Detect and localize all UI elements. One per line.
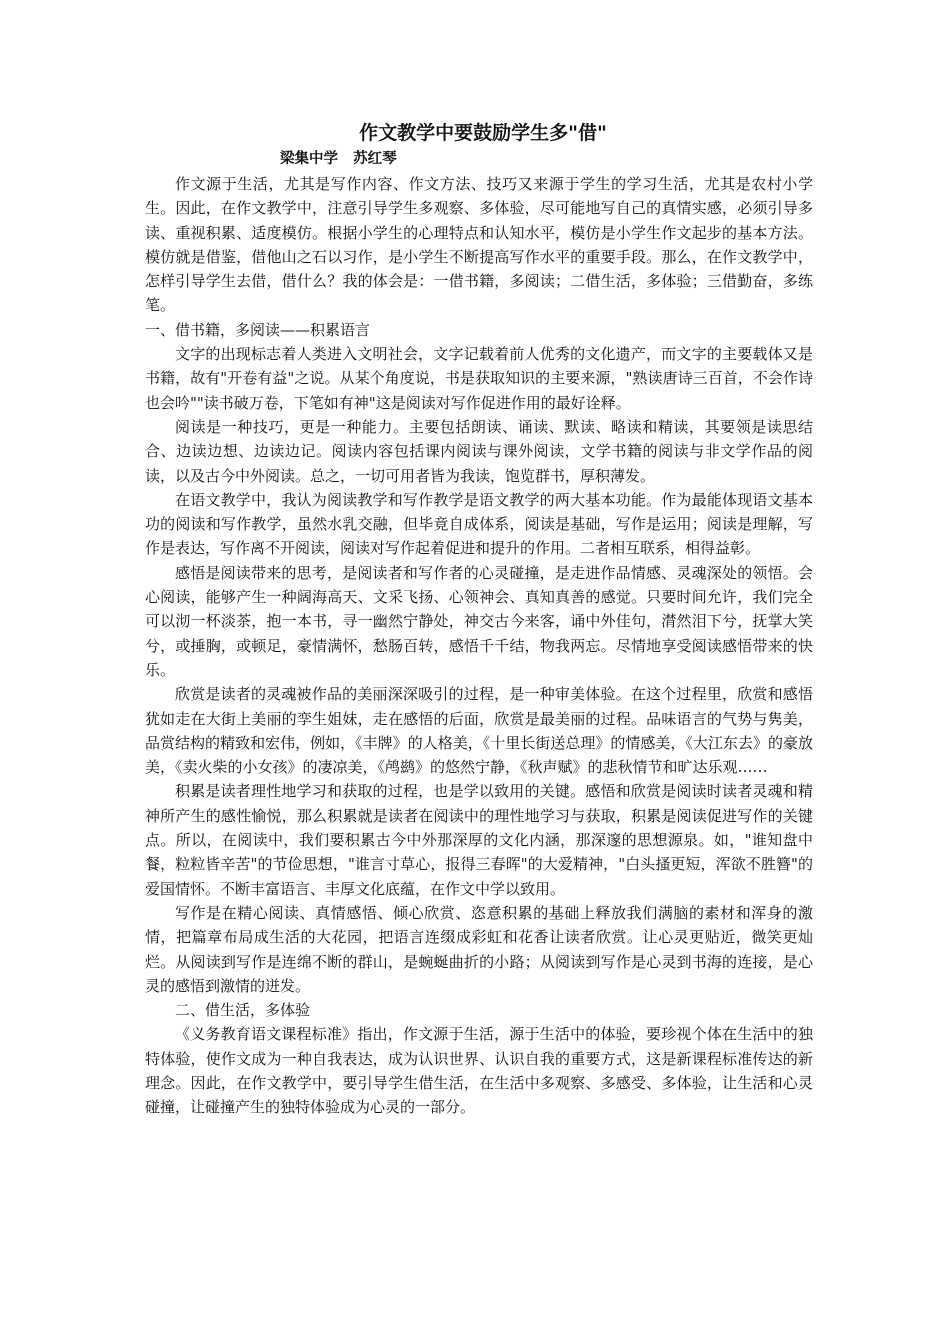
paragraph: 写作是在精心阅读、真情感悟、倾心欣赏、恣意积累的基础上释放我们满脑的素材和浑身的激情，把篇章布局成生活的大花园，把语言连缀成彩虹和花香让读者欣赏。让心灵更贴近，微笑更灿烂。从阅读到写作是连绵不断的群山，是蜿蜒曲折的小路；从阅读到写作是心灵到书海的连接，是心灵的感悟到激情的迸发。 xyxy=(145,903,813,995)
author-byline: 梁集中学 苏红琴 xyxy=(280,151,397,167)
paragraph: 积累是读者理性地学习和获取的过程，也是学以致用的关键。感悟和欣赏是阅读时读者灵魂和精神所产生的感性愉悦，那么积累就是读者在阅读中的理性地学习与获取，积累是阅读促进写作的关键点。所以，在阅读中，我们要积累古今中外那深厚的文化内涵，那深邃的思想源泉。如，"谁知盘中餐，粒粒皆辛苦"的节俭思想，"谁言寸草心，报得三春晖"的大爱精神，"白头搔更短，浑欲不胜簪"的爱国情怀。不断丰富语言、丰厚文化底蕴，在作文中学以致用。 xyxy=(145,782,813,898)
section-heading: 一、借书籍，多阅读——积累语言 xyxy=(145,320,371,339)
page-title: 作文教学中要鼓励学生多"借" xyxy=(359,122,607,144)
article-text xyxy=(145,172,813,1120)
paragraph: 文字的出现标志着人类进入文明社会，文字记载着前人优秀的文化遗产，而文字的主要载体又是书籍，故有"开卷有益"之说。从某个角度说，书是获取知识的主要来源，"熟读唐诗三百首，不会作诗也会吟""读书破万卷，下笔如有神"这是阅读对写作促进作用的最好诠释。 xyxy=(145,345,813,412)
paragraph: 阅读是一种技巧，更是一种能力。主要包括朗读、诵读、默读、略读和精读，其要领是读思结合、边读边想、边读边记。阅读内容包括课内阅读与课外阅读，文学书籍的阅读与非文学作品的阅读，以及古今中外阅读。总之，一切可用者皆为我读，饱览群书，厚积薄发。 xyxy=(145,417,813,485)
paragraph: 欣赏是读者的灵魂被作品的美丽深深吸引的过程，是一种审美体验。在这个过程里，欣赏和感悟犹如走在大街上美丽的孪生姐妹，走在感悟的后面，欣赏是最美丽的过程。品味语言的气势与隽美，品赏结构的精致和宏伟，例如，《丰牌》的人格美，《十里长街送总理》的情感美，《大江东去》的豪放美，《卖火柴的小女孩》的凄凉美，《鸬鹚》的悠然宁静，《秋声赋》的悲秋情节和旷达乐观…… xyxy=(145,685,813,777)
paragraph: 在语文教学中，我认为阅读教学和写作教学是语文教学的两大基本功能。作为最能体现语文基本功的阅读和写作教学，虽然水乳交融，但毕竟自成体系，阅读是基础，写作是运用；阅读是理解，写作是表达，写作离不开阅读，阅读对写作起着促进和提升的作用。二者相互联系，相得益彰。 xyxy=(145,490,813,558)
section-heading: 二、借生活，多体验 xyxy=(175,1001,311,1020)
document-body xyxy=(145,118,813,1120)
paragraph: 《义务教育语文课程标准》指出，作文源于生活，源于生活中的体验，要珍视个体在生活中的独特体验，使作文成为一种自我表达，成为认识世界、认识自我的重要方式，这是新课程标准传达的新理念。因此，在作文教学中，要引导学生借生活，在生活中多观察、多感受、多体验，让生活和心灵碰撞，让碰撞产生的独特体验成为心灵的一部分。 xyxy=(145,1025,813,1117)
paragraph: 作文源于生活，尤其是写作内容、作文方法、技巧又来源于学生的学习生活，尤其是农村小学生。因此，在作文教学中，注意引导学生多观察、多体验，尽可能地写自己的真情实感，必须引导多读、重视积累、适度模仿。根据小学生的心理特点和认知水平，模仿是小学生作文起步的基本方法。模仿就是借鉴，借他山之石以习作，是小学生不断提高写作水平的重要手段。那么，在作文教学中，怎样引导学生去借，借什么？我的体会是：一借书籍，多阅读；二借生活，多体验；三借勤奋，多练笔。 xyxy=(145,175,813,315)
paragraph: 感悟是阅读带来的思考，是阅读者和写作者的心灵碰撞，是走进作品情感、灵魂深处的领悟。会心阅读，能够产生一种阔海高天、文采飞扬、心领神会、真知真善的感觉。只要时间允许，我们完全可以沏一杯淡茶，抱一本书，寻一幽然宁静处，神交古今来客，诵中外佳句，潸然泪下兮，抚掌大笑兮，或捶胸，或顿足，豪情满怀，愁肠百转，感悟千千结，物我两忘。尽情地享受阅读感悟带来的快乐。 xyxy=(145,563,813,679)
